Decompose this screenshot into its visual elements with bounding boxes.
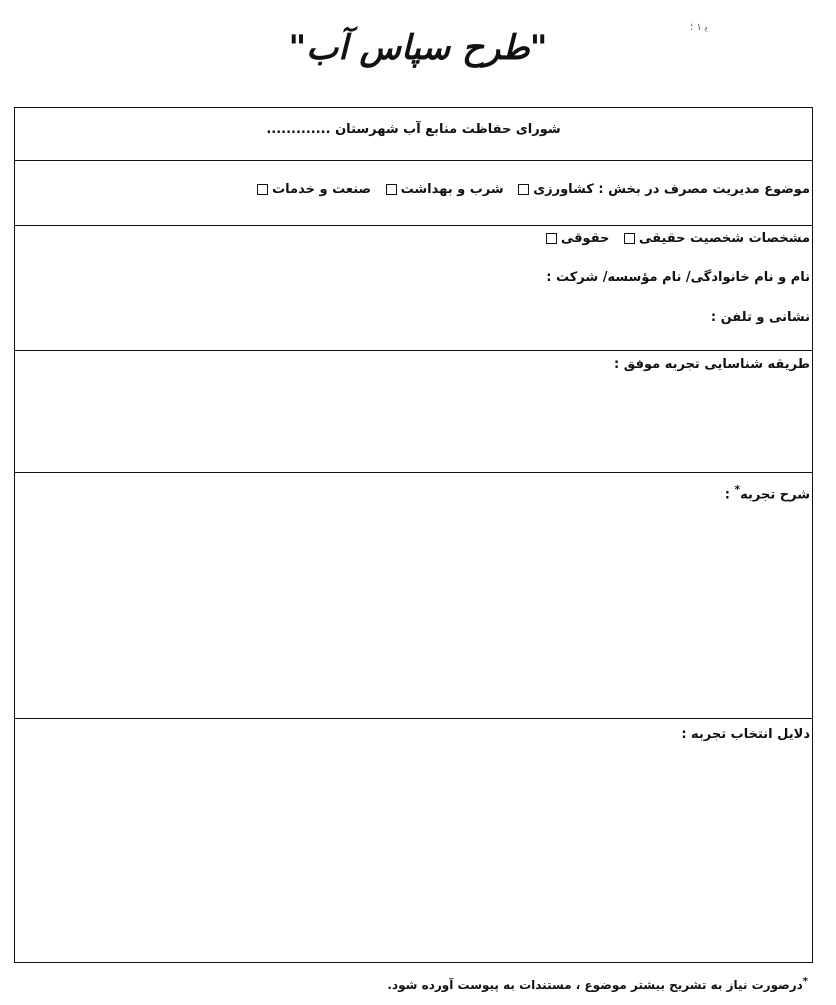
checkbox-drinking[interactable] xyxy=(386,184,397,195)
council-section xyxy=(15,108,812,161)
name-label: نام و نام خانوادگی/ نام مؤسسه/ شرکت : xyxy=(546,270,810,285)
option-industry[interactable]: صنعت و خدمات xyxy=(253,182,371,197)
identity-section xyxy=(15,226,812,351)
subject-line xyxy=(247,182,810,197)
reasons-section xyxy=(15,719,812,962)
description-section xyxy=(15,473,812,719)
checkbox-legal[interactable] xyxy=(546,233,557,244)
checkbox-agriculture[interactable] xyxy=(518,184,529,195)
footnote xyxy=(387,976,808,992)
footnote-text: درصورت نیاز به تشریح بیشتر موضوع ، مستندات به پیوست آورده شود. xyxy=(387,978,803,992)
identity-line xyxy=(536,231,810,246)
identification-label: طریقه شناسایی تجربه موفق : xyxy=(614,357,810,372)
corner-mark: ﯾ ١ ؛ xyxy=(690,22,708,33)
address-label: نشانی و تلفن : xyxy=(710,310,810,325)
footnote-mark: * xyxy=(734,483,741,496)
option-legal[interactable]: حقوقی xyxy=(542,231,610,246)
option-agriculture[interactable]: کشاورزی xyxy=(514,182,594,197)
reasons-label: دلایل انتخاب تجربه : xyxy=(681,727,810,742)
description-line: شرح تجربه* : xyxy=(724,483,810,503)
checkbox-industry[interactable] xyxy=(257,184,268,195)
identification-section xyxy=(15,351,812,473)
page-title: "طرح سپاس آب" xyxy=(288,28,548,68)
water-form xyxy=(14,107,813,963)
subject-section xyxy=(15,161,812,226)
council-title: شورای حفاظت منابع آب شهرستان ............. xyxy=(266,122,561,137)
option-real[interactable]: حقیقی xyxy=(620,231,686,246)
footnote-marker: * xyxy=(802,976,808,987)
description-label: شرح تجربه xyxy=(740,487,810,503)
checkbox-real[interactable] xyxy=(624,233,635,244)
identity-label: مشخصات شخصیت xyxy=(690,231,810,246)
subject-label: موضوع مدیریت مصرف در بخش : xyxy=(598,182,810,197)
option-drinking[interactable]: شرب و بهداشت xyxy=(382,182,504,197)
